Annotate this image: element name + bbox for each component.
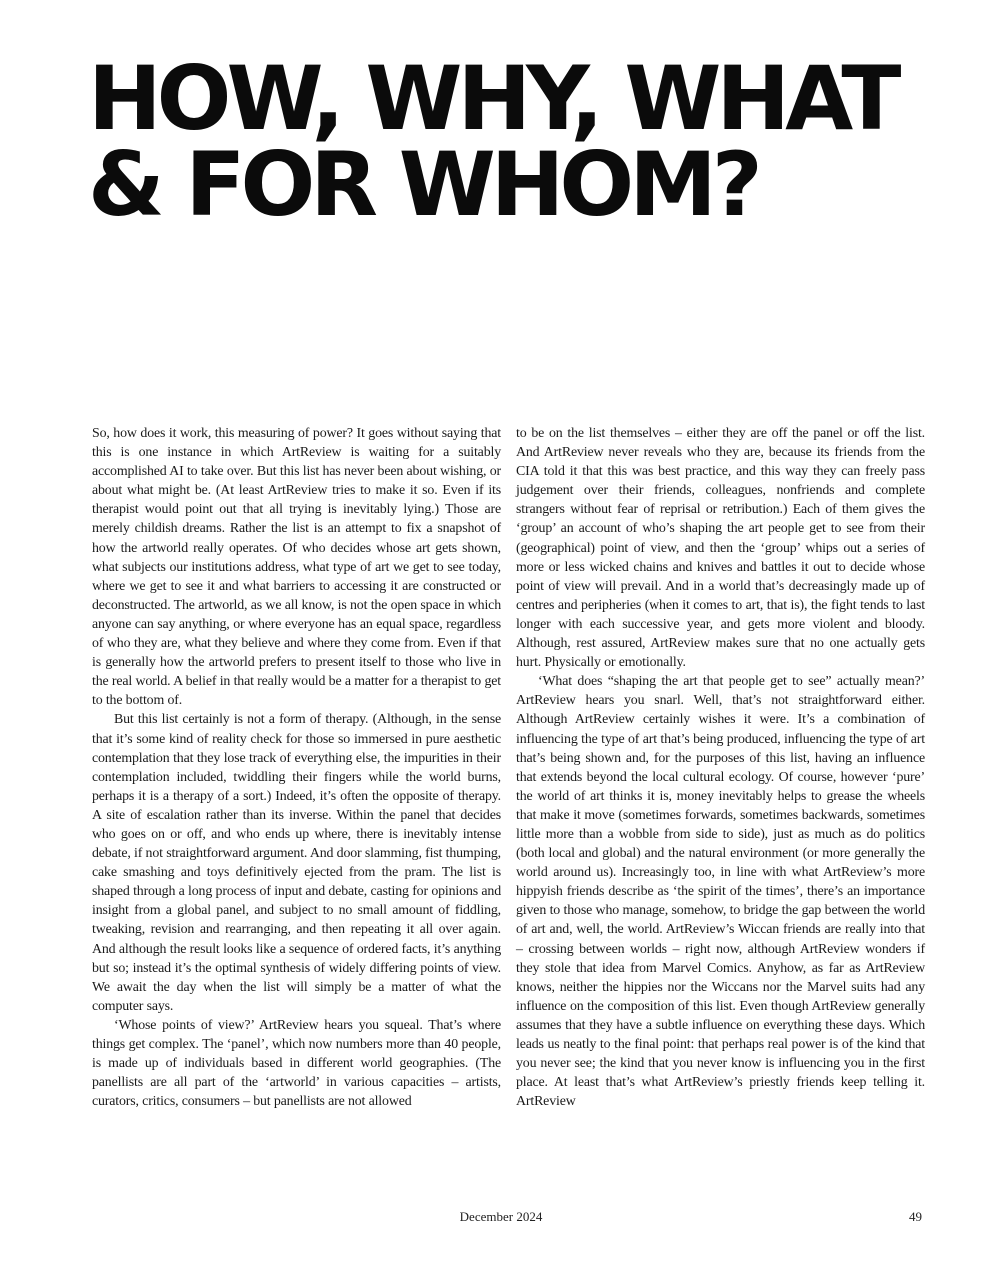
paragraph-2: But this list certainly is not a form of therapy. (Although, in the sense that it’s some kind of reality check for those so immersed in pure aesthetic contemplation that they lose track of everything else, the impurities in their contemplation included, twiddling their fingers while the world burns, perhaps it is a therapy of a sort.) Indeed, it’s often the opposite of therapy. A site of escalation rather than its inverse. Within the panel that decides who goes on or off, and who ends up where, there is inevitably intense debate, if not straightforward argument. And door slamming, fist thumping, cake smashing and toys definitively ejected from the pram. The list is shaped through a long process of input and debate, casting for opinions and insight from a global panel, and subject to no small amount of fiddling, tweaking, revision and rearranging, and then repeating it all over again. And although the result looks like a sequence of ordered facts, it’s anything but so; instead it’s the optimal synthesis of widely differing points of view. We await the day when the list will simply be a matter of what the computer says. [92, 712, 501, 1014]
paragraph-3-continued: to be on the list themselves – either they are off the panel or off the list. And ArtReview never reveals who they are, because its friends from the CIA told it that this was best practice, and this way they can freely pass judgement over their friends, colleagues, nonfriends and complete strangers without fear of reprisal or retribution.) Each of them gives the ‘group’ an account of who’s shaping the art people get to see from their (geographical) point of view, and then the ‘group’ whips out a series of more or less wicked chains and knives and battles it out to decide whose point of view will prevail. And in a world that’s decreasingly made up of centres and peripheries (when it comes to art, that is), the fight tends to last longer with each successive year, and gets more violent and bloody. Although, rest assured, ArtReview makes sure that no one actually gets hurt. Physically or emotionally. [516, 426, 925, 671]
footer-issue-date: December 2024 [459, 1209, 543, 1224]
footer-page-number: 49 [909, 1209, 922, 1224]
paragraph-1: So, how does it work, this measuring of power? It goes without saying that this is one instance in which ArtReview is waiting for a suitably accomplished AI to take over. But this list has never been about wishing, or about what might be. (At least ArtReview tries to make it so. Even if its therapist would point out that all trying is inevitably lying.) Those are merely childish dreams. Rather the list is an attempt to fix a snapshot of how the artworld really operates. Of who decides whose art gets shown, what subjects our institutions address, what type of art we get to see today, where we get to see it and what barriers to accessing it are constructed or deconstructed. The artworld, as we all know, is not the open space in which anyone can say anything, or where everyone has an equal space, regardless of who they are, what they believe and where they come from. Even if that is generally how the artworld prefers to present itself to those who live in the real world. A belief in that really would be a matter for a therapist to get to the bottom of. [92, 426, 501, 709]
paragraph-4: ‘What does “shaping the art that people get to see” actually mean?’ ArtReview hears you snarl. Well, that’s not straightforward either. Although ArtReview certainly wishes it were. It’s a combination of influencing the type of art that’s being produced, influencing the type of art that’s being shown and, for the purposes of this list, having an influence that extends beyond the local cultural ecology. Of course, however ‘pure’ the world of art thinks it is, money inevitably helps to grease the wheels that make it move (sometimes forwards, sometimes backwards, sometimes little more than a wobble from side to side), just as much as do politics (both local and global) and the natural environment (or more generally the world around us). Increasingly too, in line with what ArtReview’s more hippyish friends describe as ‘the spirit of the times’, there’s an importance given to those who manage, somehow, to bridge the gap between the world of art and, well, the world. ArtReview’s Wiccan friends are really into that – crossing between worlds – right now, although ArtReview wonders if they stole that idea from Marvel Comics. Anyhow, as far as ArtReview knows, neither the hippies nor the Wiccans nor the Marvel suits had any influence on the composition of this list. Even though ArtReview generally assumes that they have a subtle influence on everything these days. Which leads us neatly to the final point: that perhaps real power is of the kind that you never see; the kind that you never know is influencing you in the first place. At least that’s what ArtReview’s priestly friends keep telling it. ArtReview [516, 674, 925, 1110]
headline-line-1: HOW, WHY, WHAT [88, 47, 897, 150]
headline-line-2: & FOR WHOM? [88, 133, 758, 236]
headline [88, 47, 968, 236]
paragraph-3: ‘Whose points of view?’ ArtReview hears you squeal. That’s where things get complex. The ‘panel’, which now numbers more than 40 people, is made up of individuals based in different world geographies. (The panellists are all part of the ‘artworld’ in various capacities – artists, curators, critics, consumers – but panellists are not allowed [92, 1017, 501, 1110]
article-right-column [516, 424, 925, 1111]
article-left-column [92, 424, 501, 1111]
